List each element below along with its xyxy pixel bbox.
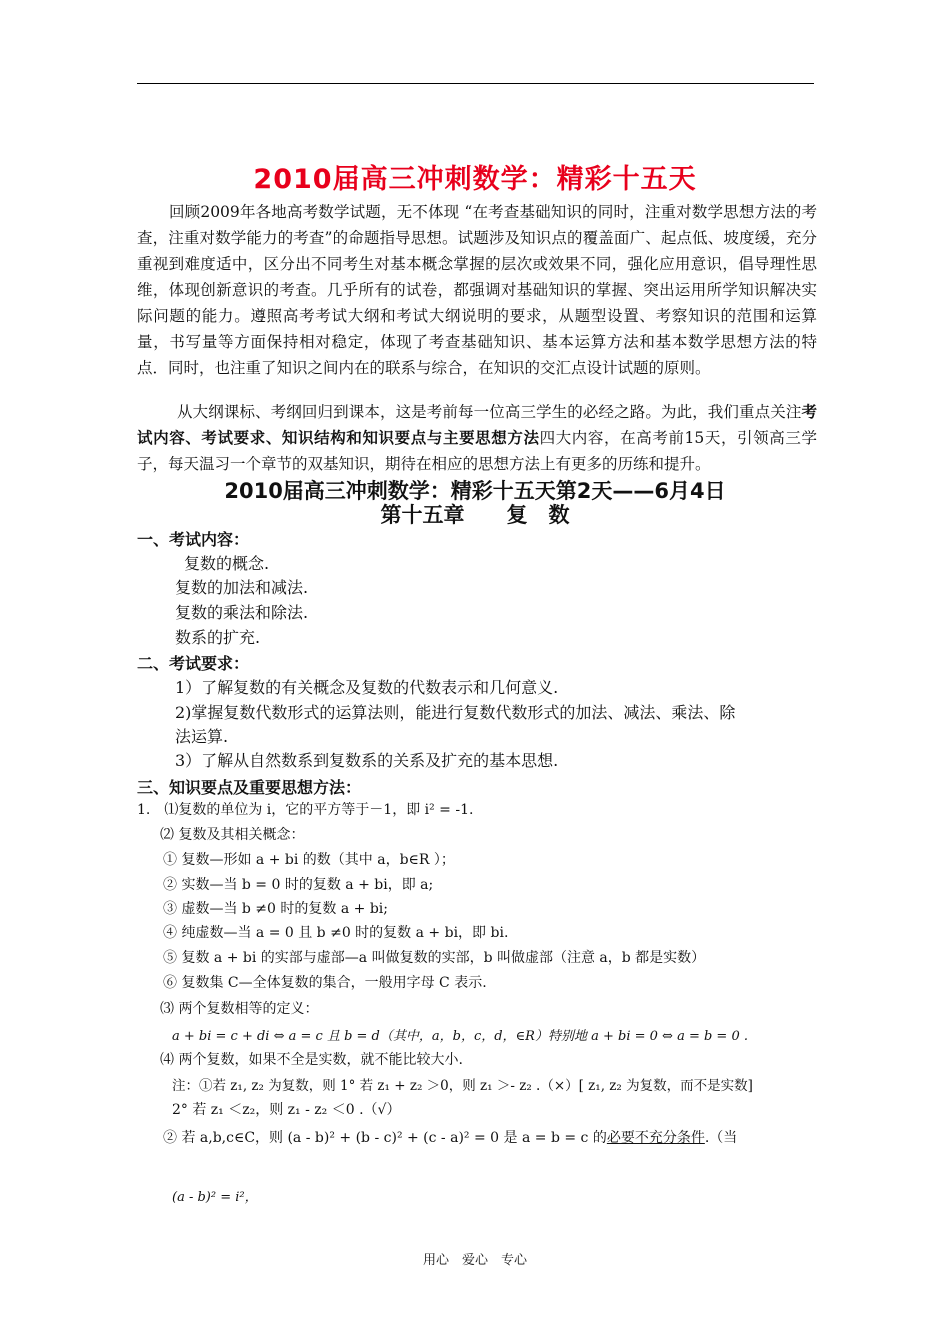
chapter-heading: 第十五章 复 数 <box>380 503 570 527</box>
content-item: 数系的扩充. <box>175 628 261 647</box>
requirement-item: 2)掌握复数代数形式的运算法则，能进行复数代数形式的加法、减法、乘法、除 <box>175 703 736 722</box>
requirement-item: 1）了解复数的有关概念及复数的代数表示和几何意义. <box>175 678 559 697</box>
knowledge-note: 注：①若 z₁, z₂ 为复数，则 1° 若 z₁ + z₂ ＞0，则 z₁ ＞- z₂ .（×）[ z₁, z₂ 为复数，而不是实数] <box>172 1078 753 1094</box>
day-heading: 2010届高三冲刺数学：精彩十五天第2天——6月4日 <box>224 479 726 503</box>
intro-paragraph-2 <box>137 399 817 477</box>
knowledge-line: ⑤ 复数 a + bi 的实部与虚部—a 叫做复数的实部，b 叫做虚部（注意 a，b 都是实数） <box>163 950 706 966</box>
intro-p2-text-b: 四大内容，在高考前15天，引领高三学子，每天温习一个章节的双基知识，期待在相应的思想方法上有更多的历练和提升。 <box>137 429 817 473</box>
knowledge-line: ④ 纯虚数—当 a = 0 且 b ≠0 时的复数 a + bi，即 bi. <box>163 925 509 941</box>
content-item: 复数的乘法和除法. <box>175 603 309 622</box>
note-2-text: ② 若 a,b,c∈C，则 (a - b)² + (b - c)² + (c - a)² = 0 是 a = b = c 的 <box>163 1130 607 1146</box>
content-item: 复数的加法和减法. <box>175 578 309 597</box>
section-exam-requirements: 二、考试要求： <box>137 654 250 673</box>
header-rule <box>137 83 814 84</box>
intro-p2-text-a: 从大纲课标、考纲回归到课本，这是考前每一位高三学生的必经之路。为此，我们重点关注 <box>177 403 802 421</box>
section-exam-content: 一、考试内容： <box>137 530 250 549</box>
intro-paragraph-1: 回顾2009年各地高考数学试题，无不体现 “在考查基础知识的同时，注重对数学思想方法的考查，注重对数学能力的考查”的命题指导思想。试题涉及知识点的覆盖面广、起点低、坡度缓，充分重视到难度适中，区分出不同考生对基本概念掌握的层次或效果不同，强化应用意识，倡导理性思维，体现创新意识的考查。几乎所有的试卷，都强调对基础知识的掌握、突出运用所学知识解决实际问题的能力。遵照高考考试大纲和考试大纲说明的要求，从题型设置、考察知识的范围和运算量，书写量等方面保持相对稳定，体现了考查基础知识、基本运算方法和基本数学思想方法的特点．同时，也注重了知识之间内在的联系与综合，在知识的交汇点设计试题的原则。 <box>137 203 817 377</box>
note-2-tail: .（当 <box>704 1130 738 1146</box>
knowledge-note: 2° 若 z₁ ＜z₂，则 z₁ - z₂ ＜0 .（√） <box>172 1102 401 1118</box>
page-title: 2010届高三冲刺数学：精彩十五天 <box>253 164 697 195</box>
knowledge-line: ⑶ 两个复数相等的定义： <box>160 1001 319 1017</box>
knowledge-line: ⑷ 两个复数，如果不全是实数，就不能比较大小. <box>160 1052 463 1068</box>
knowledge-line: ① 复数—形如 a + bi 的数（其中 a，b∈R ）； <box>163 852 455 868</box>
knowledge-line: ⑵ 复数及其相关概念： <box>160 827 305 843</box>
section-key-points: 三、知识要点及重要思想方法： <box>137 778 362 797</box>
complex-equality-formula: a + bi = c + di ⇔ a = c 且 b = d（其中，a，b，c，d，∈R）特别地 a + bi = 0 ⇔ a = b = 0 . <box>172 1029 748 1044</box>
intro-p2-bold: 考试内容、考试要求、知识结构和知识要点与主要思想方法 <box>137 402 817 447</box>
knowledge-note <box>163 1127 737 1147</box>
knowledge-line: ② 实数—当 b = 0 时的复数 a + bi，即 a; <box>163 877 434 893</box>
knowledge-formula: (a - b)² = i²， <box>172 1190 258 1205</box>
note-2-underlined: 必要不充分条件 <box>606 1130 705 1146</box>
content-item: 复数的概念. <box>184 554 270 573</box>
requirement-item: 3）了解从自然数系到复数系的关系及扩充的基本思想. <box>175 751 559 770</box>
knowledge-line: 1. ⑴复数的单位为 i，它的平方等于－1，即 i² = -1. <box>137 802 474 818</box>
knowledge-line: ③ 虚数—当 b ≠0 时的复数 a + bi; <box>163 901 388 917</box>
requirement-item: 法运算. <box>175 727 229 746</box>
knowledge-line: ⑥ 复数集 C—全体复数的集合，一般用字母 C 表示. <box>163 975 487 991</box>
page-footer: 用心 爱心 专心 <box>422 1253 527 1268</box>
